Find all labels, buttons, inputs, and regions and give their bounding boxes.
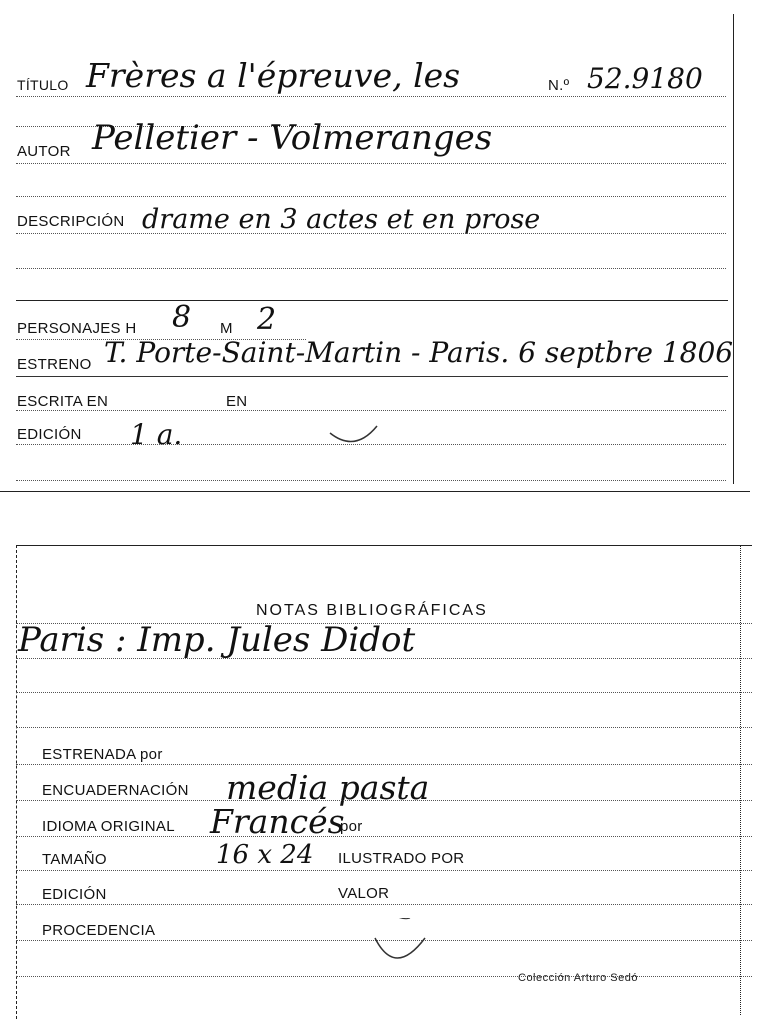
punch-hole-mark xyxy=(325,408,385,448)
tamano-label: TAMAÑO xyxy=(42,851,107,868)
top-card-right-border xyxy=(733,14,734,484)
notas-line-2 xyxy=(16,658,752,659)
estrenada-por: por xyxy=(140,746,163,763)
descripcion-label: DESCRIPCIÓN xyxy=(17,213,125,230)
bottom-card-top-border xyxy=(16,545,752,546)
numero-value: 52.9180 xyxy=(587,62,703,95)
notas-line-4 xyxy=(16,727,752,728)
autor-label: AUTOR xyxy=(17,143,71,160)
procedencia-label: PROCEDENCIA xyxy=(42,922,156,939)
tamano-line xyxy=(16,870,752,871)
estreno-value: T. Porte-Saint-Martin - Paris. 6 septbre 1806 xyxy=(104,336,734,369)
titulo-label: TÍTULO xyxy=(17,77,69,93)
estreno-label: ESTRENO xyxy=(17,356,92,373)
encuadernacion-value: media pasta xyxy=(226,768,430,807)
edicion-value: 1 a. xyxy=(130,418,183,451)
tamano-value: 16 x 24 xyxy=(216,840,314,870)
bottom-edicion-label: EDICIÓN xyxy=(42,886,107,903)
escrita-en-label: EN xyxy=(226,393,248,410)
idioma-label: IDIOMA ORIGINAL xyxy=(42,818,175,835)
bottom-card xyxy=(0,540,759,1028)
notas-value: Paris : Imp. Jules Didot xyxy=(18,620,416,660)
estrenada-label xyxy=(42,746,163,763)
top-card xyxy=(0,0,759,495)
rule-3 xyxy=(16,268,726,269)
rule-4 xyxy=(16,480,726,481)
autor-value: Pelletier - Volmeranges xyxy=(92,118,493,158)
titulo-value: Frères a l'épreuve, les xyxy=(86,56,461,95)
punch-hole-mark-bottom xyxy=(365,918,435,978)
bottom-card-right-border xyxy=(740,545,741,1015)
personajes-h-value: 8 xyxy=(172,300,192,335)
bottom-card-left-border xyxy=(16,545,17,1019)
estrenada-word: ESTRENADA xyxy=(42,746,141,763)
idioma-line xyxy=(16,836,752,837)
rule-2 xyxy=(16,196,726,197)
coleccion-label: Colección Arturo Sedó xyxy=(518,972,638,984)
estreno-line xyxy=(16,376,728,377)
descripcion-line xyxy=(16,233,726,234)
descripcion-value: drame en 3 actes et en prose xyxy=(142,204,541,235)
notas-line-1 xyxy=(16,623,752,624)
estrenada-line xyxy=(16,764,752,765)
personajes-m-value: 2 xyxy=(257,302,277,337)
numero-label: N.º xyxy=(548,77,570,94)
top-separator xyxy=(16,300,728,301)
edicion-line-bottom xyxy=(16,904,752,905)
notas-line-3 xyxy=(16,692,752,693)
idioma-por-label: por xyxy=(340,818,363,835)
autor-line xyxy=(16,163,726,164)
titulo-line xyxy=(16,96,726,97)
encuadernacion-line xyxy=(16,800,752,801)
idioma-value: Francés xyxy=(210,802,345,841)
notas-heading: NOTAS BIBLIOGRÁFICAS xyxy=(256,602,488,619)
valor-label: VALOR xyxy=(338,885,390,902)
escrita-label: ESCRITA EN xyxy=(17,393,109,410)
personajes-label: PERSONAJES H xyxy=(17,320,137,337)
personajes-m-label: M xyxy=(220,320,233,337)
ilustrado-label: ILUSTRADO POR xyxy=(338,850,465,867)
encuadernacion-label: ENCUADERNACIÓN xyxy=(42,782,189,799)
top-card-bottom-border xyxy=(0,491,750,492)
edicion-label: EDICIÓN xyxy=(17,426,82,443)
